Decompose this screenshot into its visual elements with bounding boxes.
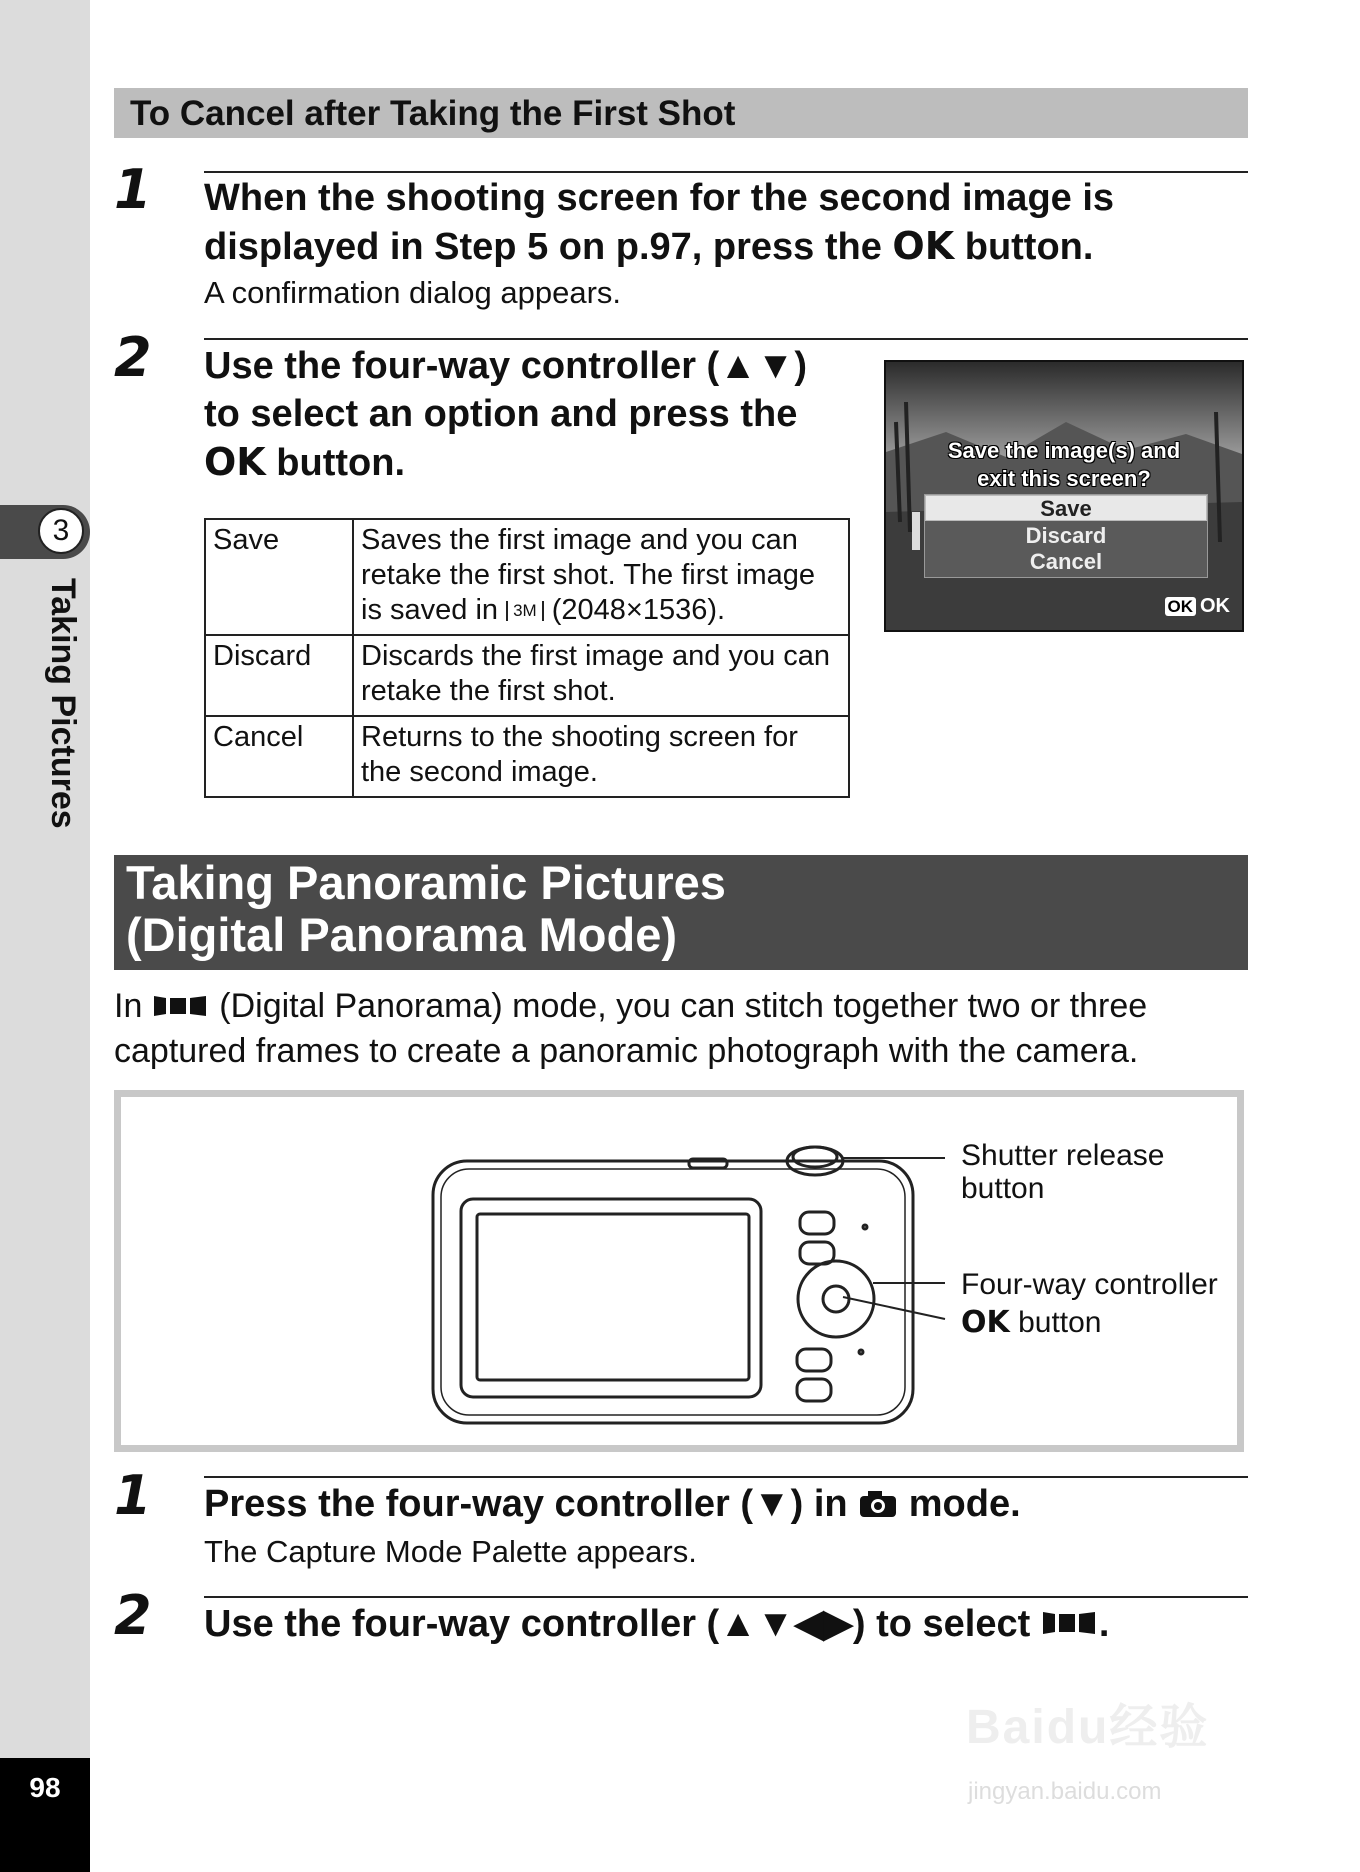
lcd-menu-item-cancel[interactable]: Cancel	[1029, 549, 1103, 574]
section-header-panorama	[114, 855, 1248, 970]
intro-line: captured frames to create a panoramic photograph with the camera.	[114, 1032, 1139, 1070]
image-size-icon: 3M	[506, 601, 544, 621]
step-description: A confirmation dialog appears.	[204, 275, 622, 310]
text-segment: mode.	[898, 1483, 1021, 1525]
chapter-title: Taking Pictures	[44, 578, 82, 829]
ok-icon: OK	[892, 224, 955, 268]
description-line: retake the first shot.	[361, 675, 616, 707]
page-number: 98	[29, 1772, 61, 1803]
description-line	[361, 593, 841, 628]
ok-badge-icon: OK	[1165, 597, 1197, 616]
table-row	[205, 519, 849, 635]
description-line: Saves the first image and you can	[361, 524, 798, 556]
lcd-question-line: exit this screen?	[977, 466, 1151, 491]
ok-icon: OK	[204, 440, 266, 484]
text-segment: Use the four-way controller (▲▼◀▶) to select	[204, 1603, 1041, 1645]
step-number: 2	[114, 326, 152, 389]
table-row	[205, 716, 849, 797]
camera-figure	[114, 1090, 1244, 1452]
option-key: Save	[205, 519, 353, 635]
baidu-watermark-url: jingyan.baidu.com	[968, 1778, 1162, 1805]
text-segment: Press the four-way controller (▼) in	[204, 1483, 859, 1525]
text-segment: button	[1009, 1306, 1102, 1339]
lcd-menu-item-save[interactable]: Save	[925, 495, 1207, 521]
step-number: 1	[114, 158, 152, 221]
section-title-line: Taking Panoramic Pictures	[126, 856, 726, 909]
callout-ok-button	[961, 1306, 1102, 1339]
intro-line	[114, 984, 1248, 1029]
step-instruction-line	[204, 1600, 1109, 1648]
text-segment: displayed in Step 5 on p.97, press the	[204, 226, 893, 268]
step-instruction-line	[204, 438, 405, 487]
callout-line: button	[961, 1172, 1045, 1205]
step-description: The Capture Mode Palette appears.	[204, 1534, 697, 1569]
lcd-question-line: Save the image(s) and	[947, 438, 1181, 463]
callout-line: Shutter release	[961, 1139, 1165, 1172]
intro-paragraph	[114, 984, 1248, 1074]
lcd-menu-item-discard[interactable]: Discard	[1025, 523, 1107, 548]
digital-panorama-icon	[152, 992, 210, 1020]
step-instruction-line	[204, 1480, 1021, 1528]
text-segment: .	[1098, 1603, 1110, 1645]
callout-shutter-release	[961, 1139, 1164, 1205]
section-title: To Cancel after Taking the First Shot	[130, 94, 736, 133]
step-number: 2	[114, 1584, 152, 1647]
lcd-ok-hint	[1165, 595, 1231, 618]
text-segment: (Digital Panorama) mode, you can stitch together two or three	[209, 987, 1148, 1025]
option-key: Discard	[205, 635, 353, 716]
table-row	[205, 635, 849, 716]
digital-panorama-icon	[1041, 1608, 1099, 1638]
step-divider	[204, 171, 1248, 173]
option-description	[353, 519, 849, 635]
step-instruction-line: Use the four-way controller (▲▼)	[204, 345, 808, 387]
callout-four-way-controller: Four-way controller	[961, 1268, 1218, 1301]
description-line: Discards the first image and you can	[361, 640, 831, 672]
step-instruction-line: to select an option and press the	[204, 393, 798, 435]
description-line: Returns to the shooting screen for	[361, 721, 798, 753]
sidebar	[0, 0, 90, 1872]
description-line: the second image.	[361, 756, 598, 788]
camera-lcd-screenshot	[884, 360, 1244, 632]
ok-label: OK	[1200, 595, 1230, 617]
options-table	[204, 518, 850, 798]
text-segment: button.	[265, 442, 406, 484]
text-segment: In	[114, 987, 152, 1025]
lcd-menu	[924, 494, 1208, 578]
text-segment: is saved in	[361, 594, 507, 626]
step-divider	[204, 1596, 1248, 1598]
option-key: Cancel	[205, 716, 353, 797]
ok-icon: OK	[961, 1305, 1010, 1340]
step-instruction-line: When the shooting screen for the second image is	[204, 177, 1115, 219]
text-segment: button.	[954, 226, 1094, 268]
description-line: retake the first shot. The first image	[361, 559, 815, 591]
text-segment: (2048×1536).	[543, 594, 726, 626]
baidu-watermark: Baidu经验	[966, 1701, 1210, 1754]
section-title-line: (Digital Panorama Mode)	[126, 908, 678, 961]
section-header-cancel	[114, 88, 1248, 138]
step-divider	[204, 338, 1248, 340]
chapter-number: 3	[38, 508, 84, 554]
step-number: 1	[114, 1464, 152, 1527]
step-divider	[204, 1476, 1248, 1478]
option-description	[353, 635, 849, 716]
step-instruction-line	[204, 222, 1093, 271]
camera-icon	[858, 1488, 898, 1518]
option-description	[353, 716, 849, 797]
